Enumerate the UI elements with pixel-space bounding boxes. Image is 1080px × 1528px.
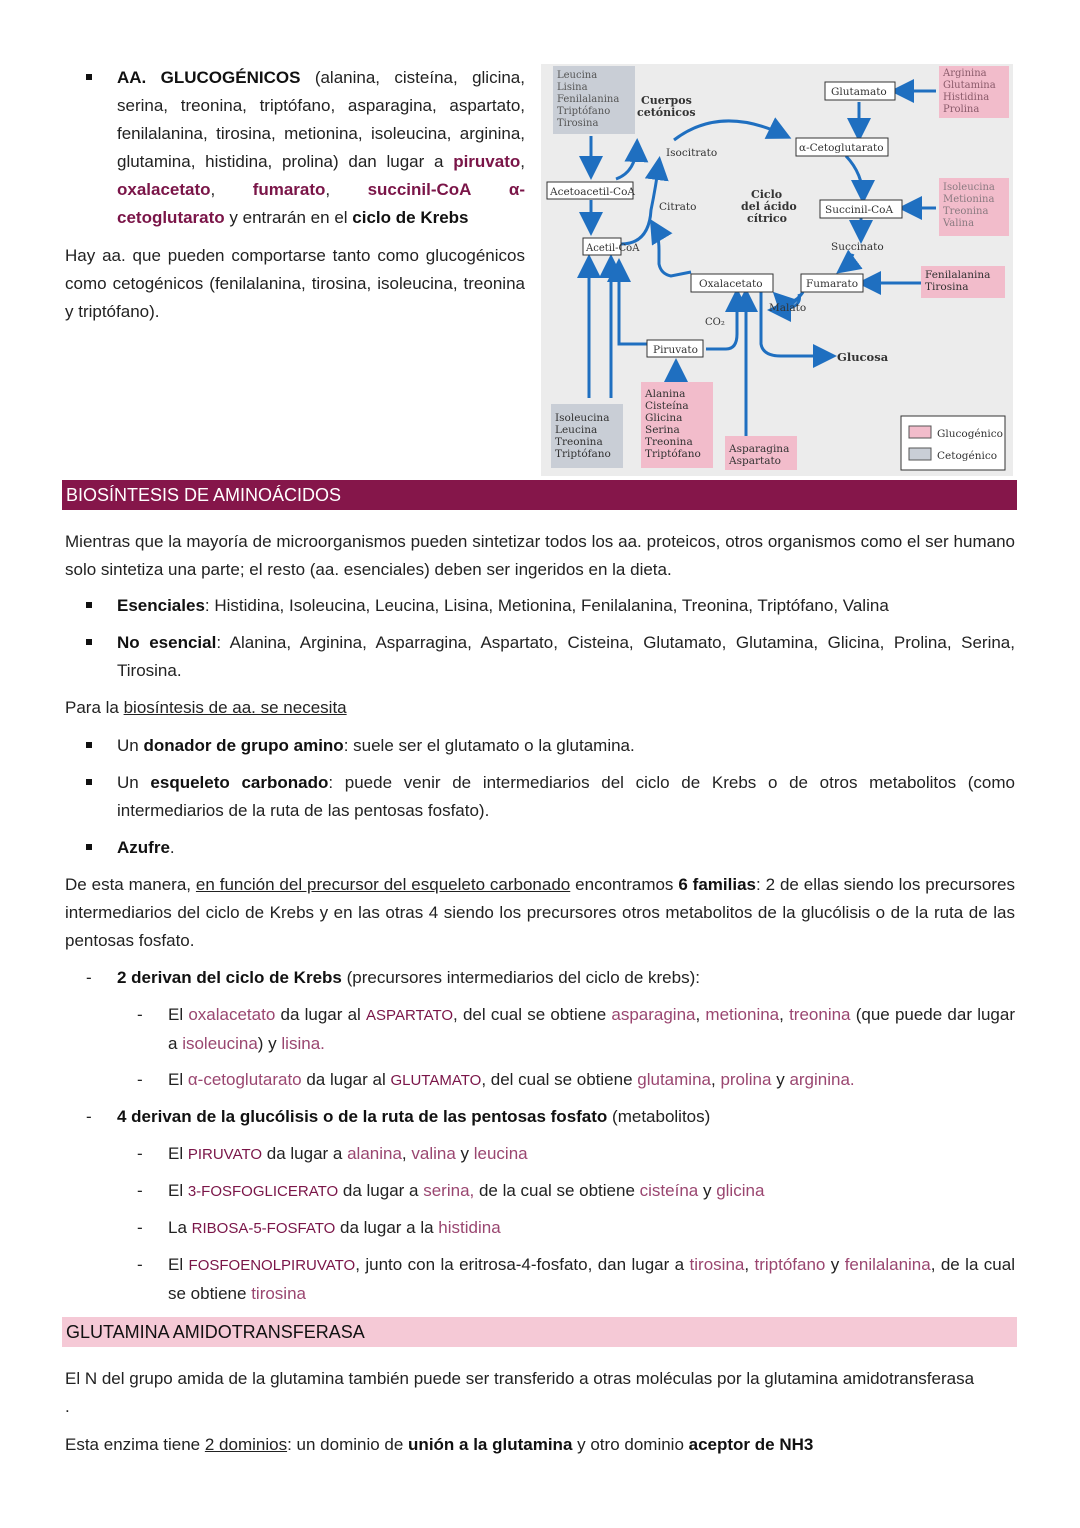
donor-pre: Un — [117, 736, 144, 755]
familias-paragraph — [65, 871, 1015, 955]
label-oxalacetato: Oxalacetato — [699, 278, 763, 290]
label-fumarato: Fumarato — [806, 278, 859, 290]
legend-gluco-swatch — [909, 426, 931, 438]
dash-marker: - — [137, 1255, 143, 1274]
label-glutamato: Glutamato — [831, 86, 887, 98]
svg-text:AlaninaCisteínaGlicinaSerinaTr: Alanina Cisteína Glicina Serina Treonina Triptófano — [645, 388, 701, 460]
label-piruvato: Piruvato — [653, 344, 698, 356]
donor-bold: donador de grupo amino — [143, 736, 344, 755]
dash-marker: - — [137, 1218, 143, 1237]
bullet-square — [86, 602, 92, 608]
bullet-esqueleto — [117, 769, 1015, 825]
dash-marker: - — [137, 1181, 143, 1200]
label-succinil: Succinil-CoA — [825, 204, 894, 216]
esq-rest: : puede venir de intermediarios del ciclo de Krebs o de otros metabolitos (como intermediarios de la ruta de las pentosas fosfato). — [117, 773, 1015, 820]
bullet-square — [86, 742, 92, 748]
svg-text:FenilalaninaTirosina: Fenilalanina Tirosina — [925, 269, 991, 293]
bullet-square — [86, 844, 92, 850]
term-fumarato: fumarato — [252, 180, 326, 199]
bullet-donador — [117, 732, 1015, 760]
glucogenicos-list: (alanina, cisteína, glicina, serina, treonina, triptófano, asparagina, aspartato, fenilalanina, tirosina, metionina, isoleucina, arginina, glutamina, histidina, prolina) dan lugar a — [117, 68, 525, 171]
bullet-square — [86, 74, 92, 80]
needs-prefix: Para la — [65, 698, 124, 717]
glucogenicos-tail: y entrarán en el — [229, 208, 348, 227]
gluc-rest: (metabolitos) — [607, 1107, 711, 1126]
krebs-bold: 2 derivan del ciclo de Krebs — [117, 968, 342, 987]
mixed-aa-paragraph: Hay aa. que pueden comportarse tanto como glucogénicos como cetogénicos (fenilalanina, tirosina, isoleucina, treonina y triptófano). — [65, 246, 525, 321]
fam-rest: : 2 de ellas siendo los precursores intermediarios del ciclo de Krebs y en las otras 4 siendo los precursores otros metabolitos de la glucólisis o de la ruta de las pentosas fosfato. — [65, 875, 1015, 950]
label-acetoacetil: Acetoacetil-CoA — [550, 186, 635, 198]
label-co2: CO₂ — [705, 317, 725, 328]
krebs-families-item — [117, 964, 1015, 992]
label-isocitrato: Isocitrato — [666, 147, 718, 159]
esenciales-label: Esenciales — [117, 596, 205, 615]
needs-underlined: biosíntesis de aa. se necesita — [123, 698, 347, 717]
esq-pre: Un — [117, 773, 151, 792]
arrow-piruvato-to-acetil — [619, 264, 656, 344]
dash-marker: - — [86, 1107, 92, 1126]
term-ciclo-krebs: ciclo de Krebs — [352, 208, 469, 227]
legend-keto-swatch — [909, 448, 931, 460]
label-acetil: Acetil-CoA — [586, 243, 640, 254]
dash-marker: - — [137, 1005, 143, 1024]
fosfoglicerato-item: El 3-FOSFOGLICERATO da lugar a serina, de la cual se obtiene cisteína y glicina — [168, 1181, 765, 1200]
noesencial-label: No esencial — [117, 633, 217, 652]
amino-acid-catabolism-diagram — [541, 64, 1013, 476]
fam-bold: 6 familias — [678, 875, 756, 894]
gluc-bold: 4 derivan de la glucólisis o de la ruta de las pentosas fosfato — [117, 1107, 608, 1126]
ribosa-item: La RIBOSA-5-FOSFATO da lugar a la histidina — [168, 1218, 501, 1237]
fam-mid: encontramos — [570, 875, 679, 894]
arrow-isocitrato-to-akg — [674, 121, 786, 140]
arrow-succinato-to-fumarato — [841, 254, 853, 270]
bullet-no-esencial — [117, 629, 1015, 685]
donor-rest: : suele ser el glutamato o la glutamina. — [343, 736, 635, 755]
glutamina-paragraph-2: Esta enzima tiene 2 dominios: un dominio de unión a la glutamina y otro dominio aceptor de NH3 — [65, 1435, 814, 1454]
label-succinato: Succinato — [831, 241, 884, 253]
fam-underlined: en función del precursor del esqueleto carbonado — [195, 875, 571, 894]
arrow-akg-to-succinil — [846, 156, 863, 198]
fam-pre: De esta manera, — [65, 875, 196, 894]
krebs-rest: (precursores intermediarios del ciclo de krebs): — [341, 968, 700, 987]
section-title-glutamina: GLUTAMINA AMIDOTRANSFERASA — [62, 1317, 1017, 1347]
noesencial-list: : Alanina, Arginina, Asparragina, Aspartato, Cisteina, Glutamato, Glutamina, Glicina, Prolina, Serina, Tirosina. — [117, 633, 1015, 680]
dash-marker: - — [137, 1070, 143, 1089]
svg-text:IsoleucinaLeucinaTreoninaTript: Isoleucina Leucina Treonina Triptófano — [555, 412, 611, 460]
esenciales-list: : Histidina, Isoleucina, Leucina, Lisina, Metionina, Fenilalanina, Treonina, Triptófano, Valina — [204, 596, 889, 615]
piruvato-item: El PIRUVATO da lugar a alanina, valina y leucina — [168, 1144, 528, 1163]
glucolisis-families-item — [117, 1103, 1015, 1131]
azufre-bold: Azufre — [117, 838, 170, 857]
legend-gluco-label: Glucogénico — [937, 428, 1003, 440]
svg-text:AsparaginaAspartato: Asparagina Aspartato — [729, 443, 790, 467]
label-citrato: Citrato — [659, 201, 697, 213]
arrow-oxalacetato-to-citrato — [653, 224, 691, 276]
akg-item: El α-cetoglutarato da lugar al GLUTAMATO, del cual se obtiene glutamina, prolina y arginina. — [168, 1070, 855, 1089]
bullet-square — [86, 779, 92, 785]
bullet-esenciales — [117, 592, 1015, 620]
term-oxalacetato: oxalacetato — [117, 180, 211, 199]
svg-text:Cuerposcetónicos: Cuerpos cetónicos — [637, 94, 696, 119]
term-acetoglutarato: α-cetoglutarato — [117, 180, 525, 227]
label-akg: α-Cetoglutarato — [799, 142, 884, 154]
svg-text:ArgininaGlutaminaHistidinaProl: Arginina Glutamina Histidina Prolina — [943, 68, 996, 115]
svg-text:IsoleucinaMetioninaTreoninaVal: Isoleucina Metionina Treonina Valina — [943, 182, 995, 229]
svg-text:LeucinaLisinaFenilalaninaTript: Leucina Lisina Fenilalanina Triptófano Tirosina — [557, 70, 620, 129]
glutamina-paragraph-1 — [65, 1365, 1015, 1421]
label-malato: Malato — [769, 302, 807, 314]
svg-text:Ciclodel ácidocítrico: Ciclo del ácido cítrico — [741, 188, 797, 225]
legend-keto-label: Cetogénico — [937, 450, 998, 462]
label-glucosa: Glucosa — [837, 350, 889, 364]
bullet-square — [86, 639, 92, 645]
glucogenicos-bullet: AA. GLUCOGÉNICOS (alanina, cisteína, glicina, serina, treonina, triptófano, asparagina, aspartato, fenilalanina, tirosina, metionina, isoleucina, arginina, glutamina, histidina, prolina) dan lugar a piruvato, oxalacetato, fumarato, succinil-CoA α-cetoglutarato y entrarán en el ciclo de Krebs — [117, 68, 525, 227]
needs-paragraph — [65, 694, 1015, 722]
glutamina-p1-dot: . — [65, 1397, 70, 1416]
term-succinilcoa: succinil-CoA — [367, 180, 472, 199]
dash-marker: - — [137, 1144, 143, 1163]
section-title-biosintesis: BIOSÍNTESIS DE AMINOÁCIDOS — [62, 480, 1017, 510]
oxalacetato-item: El oxalacetato da lugar al ASPARTATO, del cual se obtiene asparagina, metionina, treonina (que puede dar lugar a isoleucina) y lisina. — [168, 1005, 1015, 1053]
glutamina-p1: El N del grupo amida de la glutamina también puede ser transferido a otras moléculas por la glutamina amidotransferasa — [65, 1369, 975, 1388]
esq-bold: esqueleto carbonado — [150, 773, 329, 792]
dash-marker: - — [86, 968, 92, 987]
biosintesis-intro: Mientras que la mayoría de microorganismos pueden sintetizar todos los aa. proteicos, otros organismos como el ser humano solo sintetiza una parte; el resto (aa. esenciales) deben ser ingeridos en la dieta. — [65, 532, 1015, 579]
azufre-dot: . — [169, 838, 175, 857]
bullet-azufre — [117, 834, 1015, 862]
fosfoenolpiruvato-item: El FOSFOENOLPIRUVATO, junto con la eritrosa-4-fosfato, dan lugar a tirosina, triptófano y fenilalanina, de la cual se obtiene tirosina — [168, 1255, 1015, 1303]
arrow-acetoacetil-to-cuerpos — [616, 144, 637, 179]
term-piruvato: piruvato — [453, 152, 521, 171]
glucogenicos-heading: AA. GLUCOGÉNICOS — [117, 68, 301, 87]
